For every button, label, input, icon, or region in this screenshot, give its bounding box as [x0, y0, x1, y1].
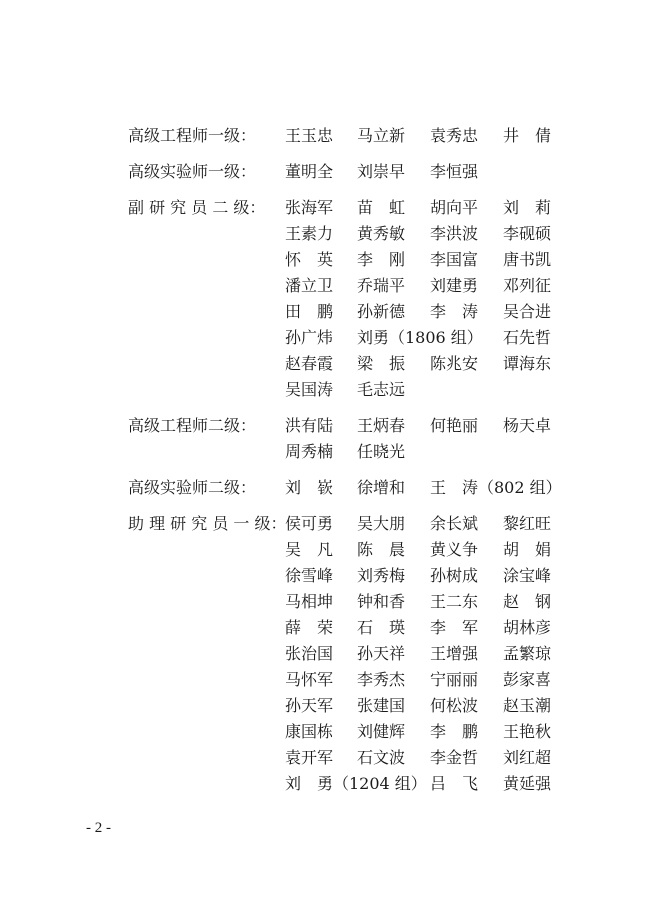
- name-cell: 乔瑞平: [357, 276, 406, 295]
- name-cell: 谭海东: [503, 354, 552, 373]
- name-row: [285, 248, 585, 272]
- name-cell: 董明全: [285, 162, 334, 181]
- name-cell: 王炳春: [357, 416, 406, 435]
- name-cell: 吴 凡: [285, 540, 334, 559]
- name-cell: 井 倩: [503, 126, 552, 145]
- name-cell: 胡林彦: [503, 618, 552, 637]
- name-cell: 李洪波: [430, 224, 479, 243]
- name-row: [285, 378, 585, 402]
- name-cell: 邓列征: [503, 276, 552, 295]
- name-row: [285, 564, 585, 588]
- name-cell: 孙新德: [357, 302, 406, 321]
- name-cell: 杨天卓: [503, 416, 552, 435]
- name-list: [285, 476, 585, 502]
- name-cell: 黎红旺: [503, 514, 552, 533]
- name-row: [285, 538, 585, 562]
- name-cell: 刘红超: [503, 748, 552, 767]
- name-list: [285, 512, 585, 798]
- name-cell: 陈 晨: [357, 540, 406, 559]
- name-cell: 赵 钢: [503, 592, 552, 611]
- name-row: [285, 124, 585, 148]
- name-row: [285, 352, 585, 376]
- name-cell: 黄秀敏: [357, 224, 406, 243]
- name-cell: 王增强: [430, 644, 479, 663]
- name-row: [285, 512, 585, 536]
- name-row: [285, 642, 585, 666]
- name-cell: 王二东: [430, 592, 479, 611]
- name-cell: 刘健辉: [357, 722, 406, 741]
- name-cell: 何松波: [430, 696, 479, 715]
- name-cell: 王玉忠: [285, 126, 334, 145]
- name-cell: 马立新: [357, 126, 406, 145]
- name-row: [285, 616, 585, 640]
- name-cell: 孙天祥: [357, 644, 406, 663]
- name-cell: 黄延强: [503, 774, 552, 793]
- name-cell: 余长斌: [430, 514, 479, 533]
- name-cell: 苗 虹: [357, 198, 406, 217]
- name-cell: 孙广炜: [285, 328, 334, 347]
- name-cell: 李 涛: [430, 302, 479, 321]
- name-cell: 陈兆安: [430, 354, 479, 373]
- name-cell: 梁 振: [357, 354, 406, 373]
- name-cell: 涂宝峰: [503, 566, 552, 585]
- name-cell: 石 瑛: [357, 618, 406, 637]
- name-cell: 刘建勇: [430, 276, 479, 295]
- name-cell: 石先哲: [503, 328, 552, 347]
- name-cell: 吴国涛: [285, 380, 334, 399]
- name-row: [285, 720, 585, 744]
- name-cell: 李 军: [430, 618, 479, 637]
- name-cell: 吕 飞: [430, 774, 479, 793]
- name-cell: 李砚硕: [503, 224, 552, 243]
- name-cell: 胡 娟: [503, 540, 552, 559]
- name-cell: 孟繁琼: [503, 644, 552, 663]
- name-row: [285, 746, 585, 770]
- section-title: 高级实验师一级：: [128, 162, 257, 181]
- name-row: [285, 300, 585, 324]
- name-cell: 李 刚: [357, 250, 406, 269]
- name-cell: 刘秀梅: [357, 566, 406, 585]
- name-row: [285, 772, 585, 796]
- name-cell: 钟和香: [357, 592, 406, 611]
- name-cell: 怀 英: [285, 250, 334, 269]
- name-cell: 刘崇早: [357, 162, 406, 181]
- name-row: [285, 160, 585, 184]
- page-number: - 2 -: [86, 820, 111, 836]
- name-cell: 黄义争: [430, 540, 479, 559]
- name-cell: 王 涛（802 组）: [430, 478, 562, 497]
- name-cell: 王素力: [285, 224, 334, 243]
- name-cell: 赵玉潮: [503, 696, 552, 715]
- section-title: 高级工程师二级：: [128, 416, 257, 435]
- name-cell: 袁秀忠: [430, 126, 479, 145]
- name-cell: 刘 嵚: [285, 478, 334, 497]
- name-cell: 张治国: [285, 644, 334, 663]
- name-cell: 刘 勇（1204 组）: [285, 774, 427, 793]
- name-cell: 马怀军: [285, 670, 334, 689]
- name-cell: 李国富: [430, 250, 479, 269]
- name-row: [285, 590, 585, 614]
- name-cell: 袁开军: [285, 748, 334, 767]
- name-cell: 薛 荣: [285, 618, 334, 637]
- name-row: [285, 440, 585, 464]
- name-row: [285, 414, 585, 438]
- name-row: [285, 222, 585, 246]
- name-cell: 石文波: [357, 748, 406, 767]
- name-cell: 任晓光: [357, 442, 406, 461]
- name-cell: 张海军: [285, 198, 334, 217]
- name-cell: 何艳丽: [430, 416, 479, 435]
- name-cell: 李秀杰: [357, 670, 406, 689]
- name-cell: 王艳秋: [503, 722, 552, 741]
- name-list: [285, 160, 585, 186]
- name-cell: 宁丽丽: [430, 670, 479, 689]
- name-cell: 吴大朋: [357, 514, 406, 533]
- name-cell: 周秀楠: [285, 442, 334, 461]
- name-row: [285, 694, 585, 718]
- name-cell: 孙天军: [285, 696, 334, 715]
- section-title: 高级实验师二级：: [128, 478, 257, 497]
- name-cell: 侯可勇: [285, 514, 334, 533]
- section-title: 副 研 究 员 二 级：: [128, 198, 266, 217]
- name-cell: 彭家喜: [503, 670, 552, 689]
- name-cell: 徐雪峰: [285, 566, 334, 585]
- name-cell: 潘立卫: [285, 276, 334, 295]
- name-cell: 吴合进: [503, 302, 552, 321]
- section-title: 高级工程师一级：: [128, 126, 257, 145]
- name-row: [285, 196, 585, 220]
- name-cell: 刘 莉: [503, 198, 552, 217]
- name-cell: 李 鹏: [430, 722, 479, 741]
- name-row: [285, 668, 585, 692]
- name-list: [285, 124, 585, 150]
- name-cell: 胡向平: [430, 198, 479, 217]
- name-list: [285, 196, 585, 404]
- name-cell: 康国栋: [285, 722, 334, 741]
- name-cell: 刘勇（1806 组）: [357, 328, 483, 347]
- name-cell: 孙树成: [430, 566, 479, 585]
- name-row: [285, 476, 585, 500]
- name-cell: 马相坤: [285, 592, 334, 611]
- name-cell: 赵春霞: [285, 354, 334, 373]
- name-cell: 李恒强: [430, 162, 479, 181]
- name-row: [285, 326, 585, 350]
- name-cell: 张建国: [357, 696, 406, 715]
- name-cell: 毛志远: [357, 380, 406, 399]
- name-cell: 李金哲: [430, 748, 479, 767]
- name-cell: 洪有陆: [285, 416, 334, 435]
- section-title: 助 理 研 究 员 一 级：: [128, 514, 287, 533]
- name-cell: 徐增和: [357, 478, 406, 497]
- name-row: [285, 274, 585, 298]
- name-list: [285, 414, 585, 466]
- name-cell: 唐书凯: [503, 250, 552, 269]
- name-cell: 田 鹏: [285, 302, 334, 321]
